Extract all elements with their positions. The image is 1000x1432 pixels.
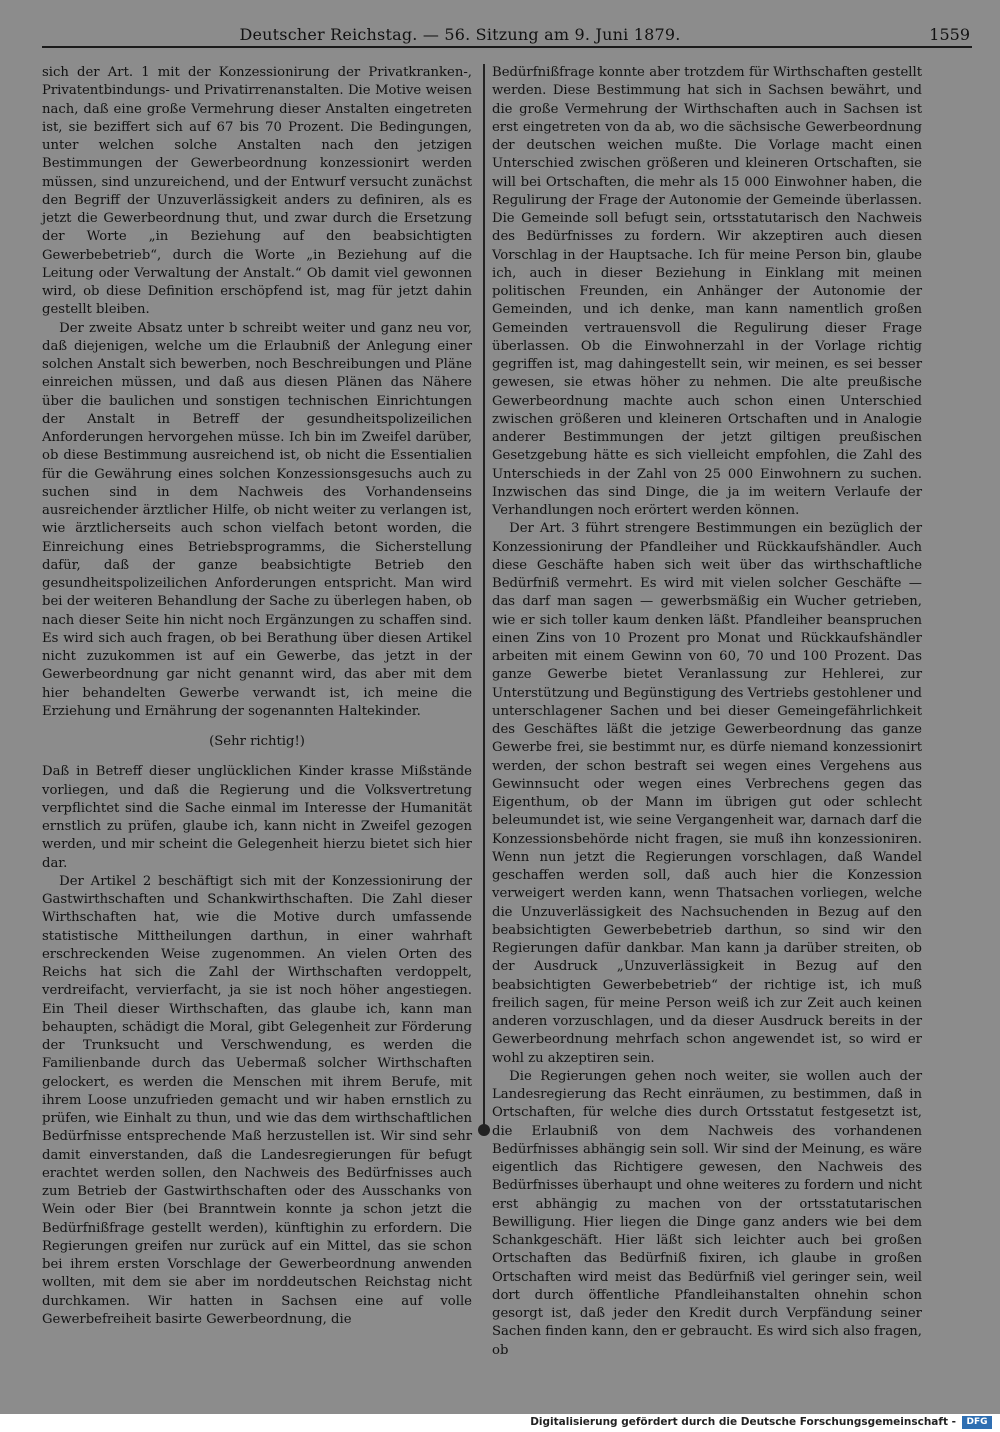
paragraph: Der Art. 3 führt strengere Bestimmungen ein bezüglich der Konzessionirung der Pfandleiher und Rückkaufshändler. Auch diese Geschäfte haben sich weit über das wirthschaftliche Bedürfniß vermehrt. Es wird mit vielen solcher Geschäfte — das darf man sagen — gewerbsmäßig ein Wucher getrieben, wie er sich toller kaum denken läßt. Pfandleiher beanspruchen einen Zins von 10 Prozent pro Monat und Rückkaufshändler arbeiten mit einem Gewinn von 60, 70 und 100 Prozent. Das ganze Gewerbe bietet Veranlassung zur Hehlerei, zur Unterstützung und Begünstigung des Vertriebs gestohlener und unterschlagener Sachen und bei dieser Gemeingefährlichkeit des Geschäftes läßt die jetzige Gewerbeordnung das ganze Gewerbe frei, sie bestimmt nur, es dürfe niemand konzessionirt werden, der schon bestraft sei wegen eines Vergehens aus Gewinnsucht oder wegen eines Verbrechens gegen das Eigenthum, ob der Mann im übrigen gut oder schlecht beleumundet ist, wie seine Vergangenheit war, darnach darf die Konzessionsbehörde nicht fragen, sie muß ihn konzessioniren. Wenn nun jetzt die Regierungen vorschlagen, daß Wandel geschaffen werden soll, daß auch hier die Konzession verweigert werden kann, wenn Thatsachen vorliegen, welche die Unzuverlässigkeit des Nachsuchenden in Bezug auf den beabsichtigten Gewerbebetrieb darthun, so sind wir den Regierungen dafür dankbar. Man kann ja darüber streiten, ob der Ausdruck „Unzuverlässigkeit in Bezug auf den beabsichtigten Gewerbebetrieb“ der richtige ist, ich muß freilich sagen, für meine Person weiß ich zur Zeit auch keinen anderen vorzuschlagen, und da dieser Ausdruck bereits in der Gewerbeordnung mehrfach schon angewendet ist, so wird er wohl zu akzeptiren sein.	[492, 521, 922, 1066]
header-rule	[42, 46, 972, 48]
paragraph: sich der Art. 1 mit der Konzessionirung der Privatkranken-, Privatentbindungs- und Privatirrenanstalten. Die Motive weisen nach, daß eine große Vermehrung dieser Anstalten eingetreten ist, sie beziffert sich auf 67 bis 70 Prozent. Die Bedingungen, unter welchen solche Anstalten nach den jetzigen Bestimmungen der Gewerbeordnung konzessionirt werden müssen, sind unzureichend, und der Entwurf versucht zunächst den Begriff der Unzuverlässigkeit anders zu definiren, als es jetzt die Gewerbeordnung thut, und zwar durch die Ersetzung der Worte „in Beziehung auf den beabsichtigten Gewerbebetrieb“, durch die Worte „in Beziehung auf die Leitung oder Verwaltung der Anstalt.“ Ob damit viel gewonnen wird, ob diese Definition erschöpfend ist, mag für jetzt dahin gestellt bleiben.	[42, 65, 472, 318]
paragraph: Bedürfnißfrage konnte aber trotzdem für Wirthschaften gestellt werden. Diese Bestimmung hat sich in Sachsen bewährt, und die große Vermehrung der Wirthschaften auch in Sachsen ist erst eingetreten von da ab, wo die sächsische Gewerbeordnung der deutschen weichen mußte. Die Vorlage macht einen Unterschied zwischen größeren und kleineren Ortschaften, sie will bei Ortschaften, die mehr als 15 000 Einwohner haben, die Regulirung der Frage der Autonomie der Gemeinde überlassen. Die Gemeinde soll befugt sein, ortsstatutarisch den Nachweis des Bedürfnisses zu fordern. Wir akzeptiren auch diesen Vorschlag in der Hauptsache. Ich für meine Person bin, glaube ich, auch in dieser Beziehung in Einklang mit meinen politischen Freunden, ein Anhänger der Autonomie der Gemeinden, und ich denke, man kann namentlich großen Gemeinden vertrauensvoll die Regulirung dieser Frage überlassen. Ob die Einwohnerzahl in der Vorlage richtig gegriffen ist, mag dahingestellt sein, wir meinen, es sei besser gewesen, sie etwas höher zu nehmen. Die alte preußische Gewerbeordnung machte auch schon einen Unterschied zwischen größeren und kleineren Ortschaften und in Analogie anderer Bestimmungen der jetzt giltigen preußischen Gesetzgebung hätte es sich vielleicht empfohlen, die Zahl des Unterschieds in der Zahl von 25 000 Einwohnern zu suchen. Inzwischen das sind Dinge, die ja im weitern Verlaufe der Verhandlungen noch erörtert werden können.	[492, 65, 922, 518]
interjection: (Sehr richtig!)	[209, 734, 305, 749]
paragraph: Die Regierungen gehen noch weiter, sie wollen auch der Landesregierung das Recht einräumen, zu bestimmen, daß in Ortschaften, für welche dies durch Ortsstatut festgesetzt ist, die Erlaubniß von dem Nachweis des vorhandenen Bedürfnisses abhängig sein soll. Wir sind der Meinung, es wäre eigentlich das Richtigere gewesen, den Nachweis des Bedürfnisses überhaupt und ohne weiteres zu fordern und nicht erst abhängig zu machen von der ortsstatutarischen Bewilligung. Hier liegen die Dinge ganz anders wie bei dem Schankgeschäft. Hier läßt sich leichter auch bei großen Ortschaften das Bedürfniß fixiren, ich glaube in großen Ortschaften wird meist das Bedürfniß viel geringer sein, weil dort durch öffentliche Pfandleihanstalten ohnehin schon gesorgt ist, daß jeder den Kredit durch Verpfändung seiner Sachen finden kann, den er gebraucht. Es wird sich also fragen, ob	[492, 1068, 922, 1358]
page-header	[40, 22, 970, 48]
running-title: Deutscher Reichstag. — 56. Sitzung am 9. Juni 1879.	[239, 25, 681, 44]
paragraph: Der Artikel 2 beschäftigt sich mit der Konzessionirung der Gastwirthschaften und Schankwirthschaften. Die Zahl dieser Wirthschaften hat, wie die Motive durch umfassende statistische Mittheilungen darthun, in einer wahrhaft erschreckenden Weise zugenommen. An vielen Orten des Reichs hat sich die Zahl der Wirthschaften verdoppelt, verdreifacht, vervierfacht, ja sie ist noch höher angestiegen. Ein Theil dieser Wirthschaften, das glaube ich, kann man behaupten, schädigt die Moral, gibt Gelegenheit zur Förderung der Trunksucht und Verschwendung, es werden die Familienbande durch das Uebermaß solcher Wirthschaften gelockert, es werden die Menschen mit ihrem Berufe, mit ihrem Loose unzufrieden gemacht und wir haben ernstlich zu prüfen, wie Einhalt zu thun, und wie das dem wirthschaftlichen Bedürfnisse entsprechende Maß herzustellen ist. Wir sind sehr damit einverstanden, daß die Landesregierungen für befugt erachtet werden sollen, den Nachweis des Bedürfnisses auch zum Betrieb der Gastwirthschaften oder des Ausschanks von Wein oder Bier (bei Branntwein konnte ja schon jetzt die Bedürfnißfrage gestellt werden), künftighin zu erfordern. Die Regierungen greifen nur zurück auf ein Mittel, das sie schon bei ihrem ersten Vorschlage der Gewerbeordnung anwenden wollten, mit dem sie aber im norddeutschen Reichstag nicht durchkamen. Wir hatten in Sachsen eine auf volle Gewerbefreiheit basirte Gewerbeordnung, die	[42, 873, 472, 1327]
paragraph: Daß in Betreff dieser unglücklichen Kinder krasse Mißstände vorliegen, und daß die Regierung und die Volksvertretung verpflichtet sind die Sache einmal im Interesse der Humanität ernstlich zu prüfen, glaube ich, kann nicht in Zweifel gezogen werden, und mir scheint die Gelegenheit hierzu bietet sich hier dar.	[42, 764, 472, 871]
column-divider-end	[478, 1124, 490, 1136]
funding-note: Digitalisierung gefördert durch die Deutsche Forschungsgemeinschaft -	[530, 1416, 956, 1428]
left-column	[42, 64, 472, 1329]
column-divider	[483, 64, 485, 1129]
footer-bar	[0, 1414, 1000, 1432]
paragraph: Der zweite Absatz unter b schreibt weiter und ganz neu vor, daß diejenigen, welche um die Erlaubniß der Anlegung einer solchen Anstalt sich bewerben, noch Beschreibungen und Pläne einreichen müssen, und daß aus diesen Plänen das Nähere über die baulichen und sonstigen technischen Einrichtungen der Anstalt in Betreff der gesundheitspolizeilichen Anforderungen hervorgehen müsse. Ich bin im Zweifel darüber, ob diese Bestimmung ausreichend ist, ob nicht die Essentialien für die Gewährung eines solchen Konzessionsgesuchs auch zu suchen sind in dem Nachweis des Vorhandenseins ausreichender ärztlicher Hilfe, ob nicht weiter zu verlangen ist, wie ärztlicherseits auch schon vielfach betont worden, die Einreichung eines Betriebsprogramms, die Sicherstellung dafür, daß der ganze beabsichtigte Betrieb den gesundheitspolizeilichen Anforderungen entspricht. Man wird bei der weiteren Behandlung der Sache zu überlegen haben, ob nach dieser Seite hin nicht noch Ergänzungen zu schaffen sind. Es wird sich auch fragen, ob bei Berathung über diesen Artikel nicht zuzukommen ist auf ein Gewerbe, das jetzt in der Gewerbeordnung gar nicht genannt wird, das aber mit dem hier behandelten Gewerbe verwandt ist, ich meine die Erziehung und Ernährung der sogenannten Haltekinder.	[42, 320, 472, 719]
right-column	[492, 64, 922, 1360]
page-number: 1559	[929, 25, 970, 44]
dfg-logo: DFG	[962, 1416, 992, 1429]
